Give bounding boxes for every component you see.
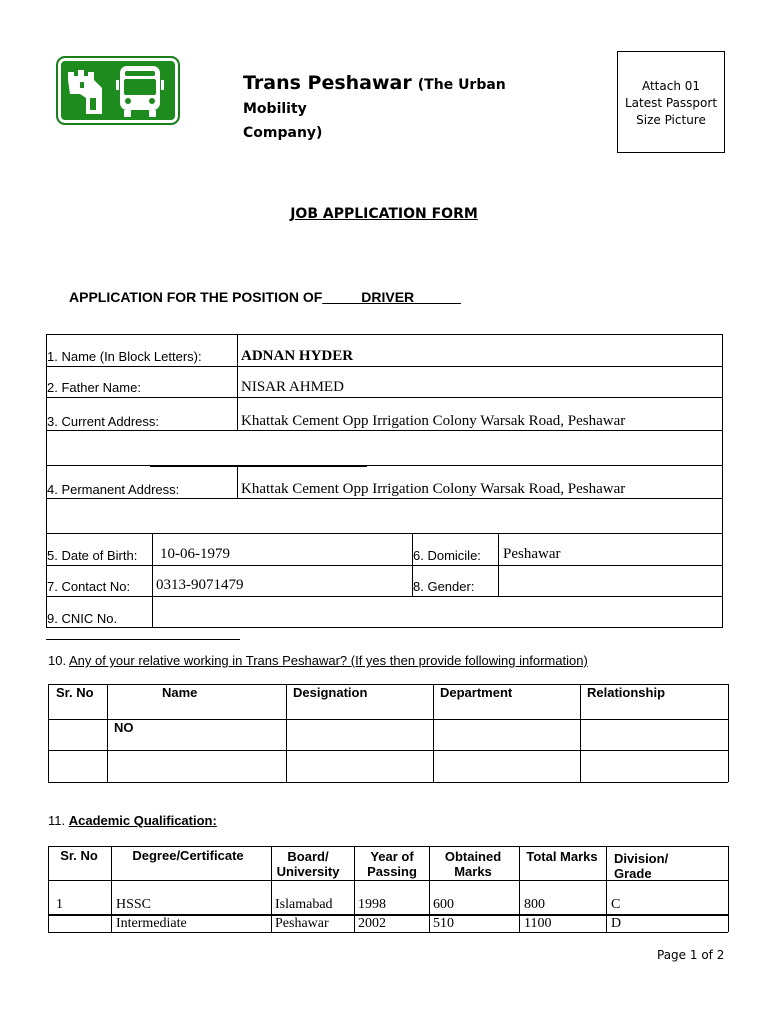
- dob-label: 5. Date of Birth:: [47, 548, 138, 563]
- acad-header-srno: Sr. No: [60, 848, 98, 863]
- acad-row2-degree[interactable]: Intermediate: [116, 916, 187, 931]
- company-name: Trans Peshawar: [243, 72, 412, 94]
- form-title: JOB APPLICATION FORM: [290, 206, 478, 222]
- position-value[interactable]: _____DRIVER______: [322, 289, 461, 305]
- relatives-question-text: Any of your relative working in Trans Peshawar? (If yes then provide following information): [68, 653, 588, 668]
- permanent-address-value[interactable]: Khattak Cement Opp Irrigation Colony Warsak Road, Peshawar: [241, 481, 626, 497]
- acad-row1-year[interactable]: 1998: [358, 897, 386, 912]
- father-name-label: 2. Father Name:: [47, 380, 141, 395]
- photo-line-2: Latest Passport: [624, 96, 718, 110]
- rel-header-relationship: Relationship: [587, 685, 666, 700]
- position-label: APPLICATION FOR THE POSITION OF: [69, 289, 323, 305]
- academic-title-text: Academic Qualification:: [68, 813, 217, 828]
- dob-value[interactable]: 10-06-1979: [160, 546, 230, 562]
- company-subtitle-2: Company): [243, 125, 323, 141]
- acad-row2-board[interactable]: Peshawar: [275, 916, 329, 931]
- contact-label: 7. Contact No:: [47, 579, 131, 594]
- rel-header-department: Department: [440, 685, 513, 700]
- name-value[interactable]: ADNAN HYDER: [241, 348, 354, 364]
- company-title: [243, 72, 573, 144]
- acad-row2-total[interactable]: 1100: [524, 916, 552, 931]
- photo-line-1: Attach 01: [641, 79, 701, 93]
- permanent-address-label: 4. Permanent Address:: [47, 482, 180, 497]
- father-name-value[interactable]: NISAR AHMED: [241, 379, 344, 395]
- acad-row1-total[interactable]: 800: [524, 897, 545, 912]
- acad-row2-year[interactable]: 2002: [358, 916, 386, 931]
- acad-row2-division[interactable]: D: [611, 916, 622, 931]
- photo-line-3: Size Picture: [636, 113, 706, 127]
- gender-label: 8. Gender:: [413, 579, 475, 594]
- rel-header-name: Name: [162, 685, 198, 700]
- relatives-question: [48, 653, 588, 668]
- contact-value[interactable]: 0313-9071479: [156, 577, 244, 593]
- relatives-number: 10.: [48, 653, 69, 668]
- position-line: [69, 289, 461, 305]
- acad-row1-division[interactable]: C: [611, 897, 621, 912]
- academic-number: 11.: [48, 813, 69, 828]
- acad-row1-obtained[interactable]: 600: [433, 897, 454, 912]
- current-address-value[interactable]: Khattak Cement Opp Irrigation Colony Warsak Road, Peshawar: [241, 413, 626, 429]
- acad-header-obtained: Obtained Marks: [444, 849, 502, 879]
- rel-header-designation: Designation: [293, 685, 368, 700]
- acad-row2-obtained[interactable]: 510: [433, 916, 454, 931]
- passport-photo-box: [617, 51, 725, 153]
- acad-row1-degree[interactable]: HSSC: [116, 897, 152, 912]
- company-subtitle-1: (The Urban Mobility: [243, 77, 506, 117]
- acad-header-degree: Degree/Certificate: [132, 848, 244, 863]
- rel-row1-name[interactable]: NO: [114, 720, 134, 735]
- acad-header-year: Year of Passing: [367, 849, 417, 879]
- domicile-label: 6. Domicile:: [413, 548, 481, 563]
- acad-header-division: Division/ Grade: [614, 851, 669, 881]
- academic-title: [48, 813, 217, 828]
- acad-header-board: Board/ University: [276, 849, 340, 879]
- acad-row1-srno[interactable]: 1: [56, 897, 63, 912]
- acad-header-total: Total Marks: [526, 849, 598, 864]
- cnic-label: 9. CNIC No.: [47, 611, 118, 626]
- page-number: Page 1 of 2: [657, 948, 725, 962]
- rel-header-srno: Sr. No: [56, 685, 94, 700]
- name-label: 1. Name (In Block Letters):: [47, 349, 202, 364]
- acad-row1-board[interactable]: Islamabad: [275, 897, 333, 912]
- current-address-label: 3. Current Address:: [47, 414, 159, 429]
- trans-peshawar-logo-icon: [56, 56, 180, 125]
- domicile-value[interactable]: Peshawar: [503, 546, 561, 562]
